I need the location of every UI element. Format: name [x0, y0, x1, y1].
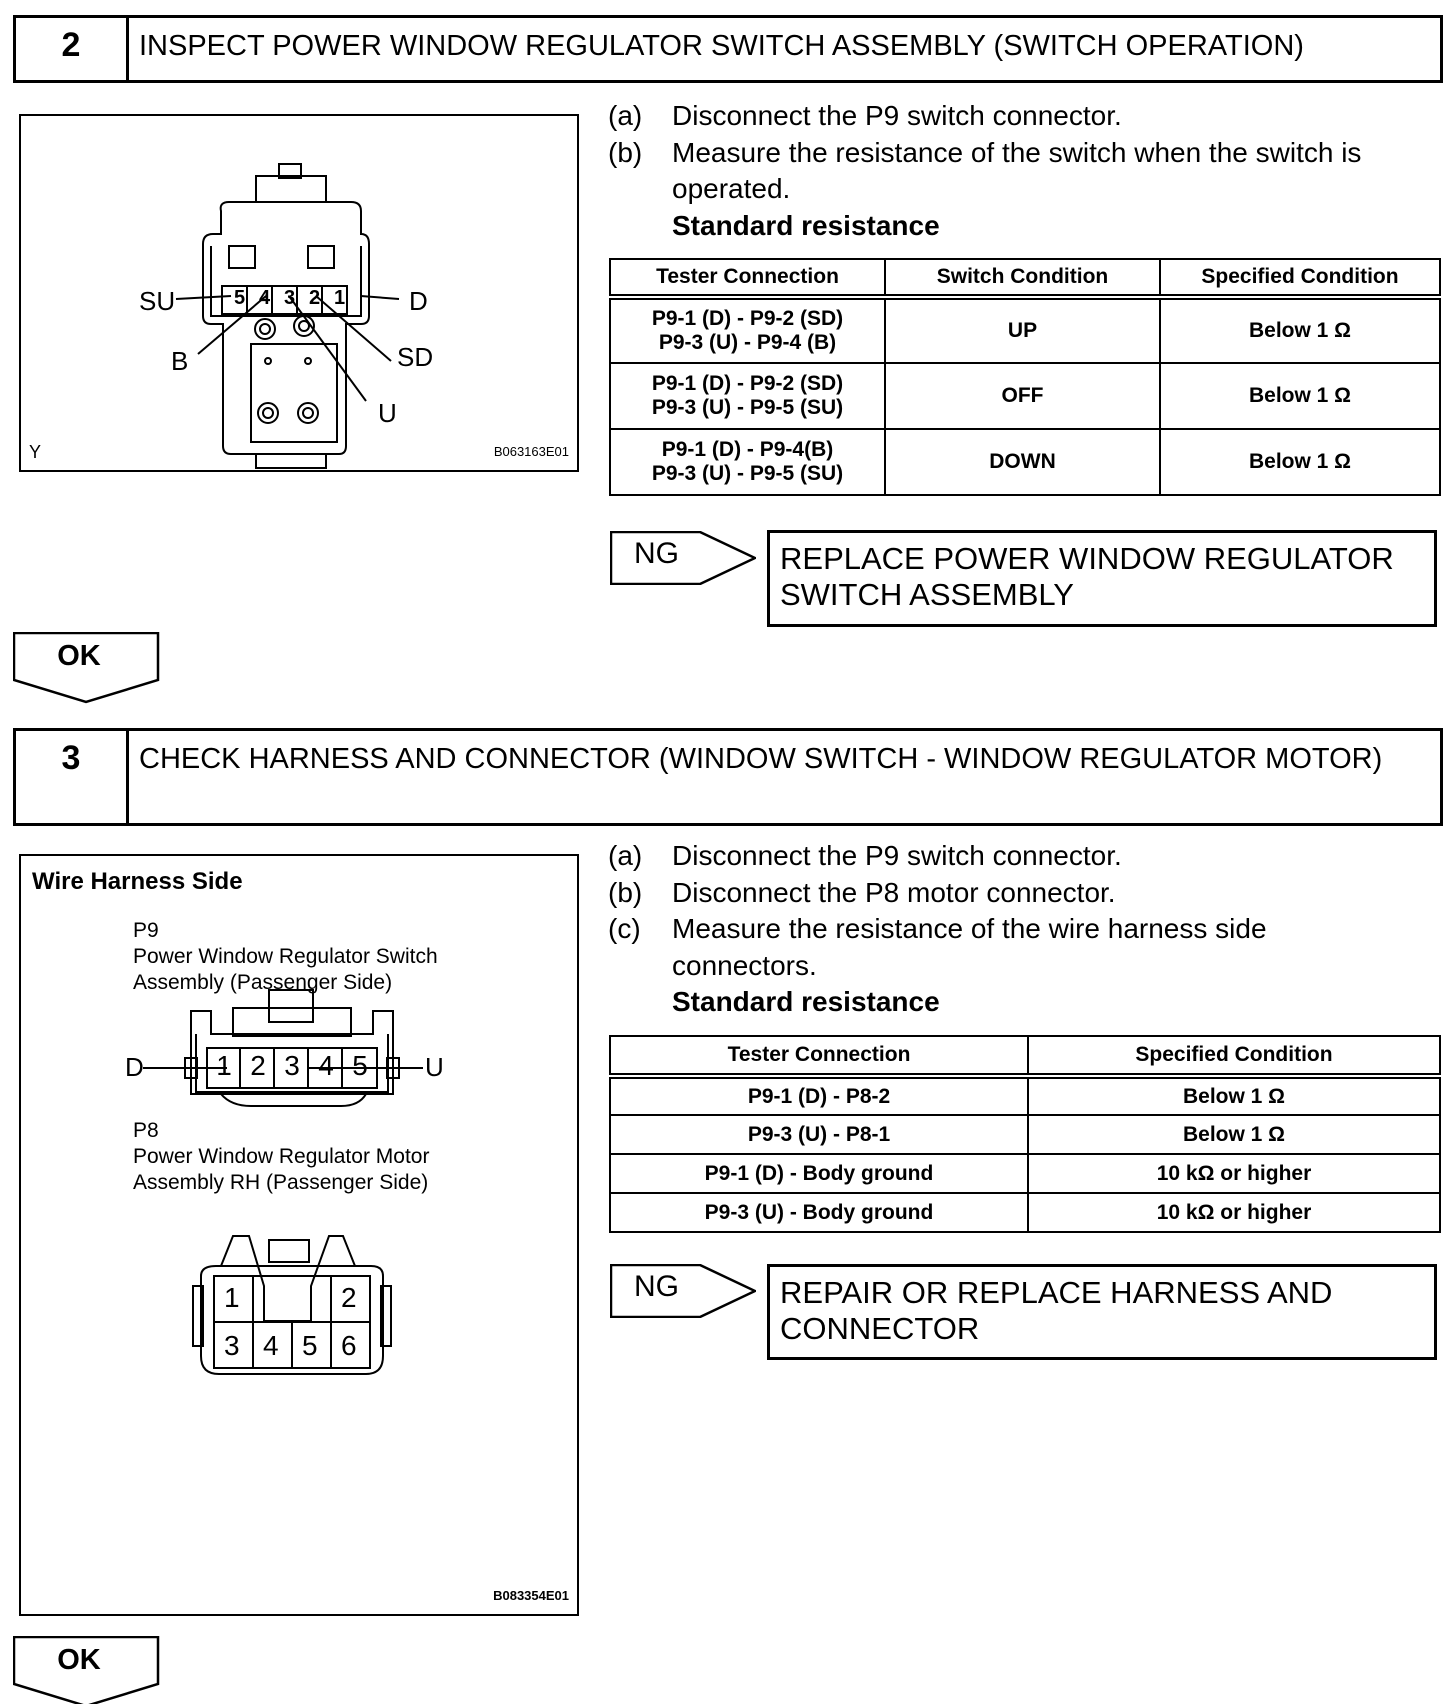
p9-label-u: U: [425, 1052, 444, 1082]
table-header-row: [610, 1036, 1440, 1076]
p9-id: P9: [133, 919, 159, 942]
instruction-label: (b): [608, 876, 643, 908]
column-header: Tester Connection: [610, 1036, 1028, 1076]
column-header: Tester Connection: [610, 259, 885, 297]
tester-connection-cell: P9-1 (D) - Body ground: [610, 1154, 1028, 1193]
step-number: 2: [16, 18, 129, 80]
pin-number: 1: [333, 287, 346, 309]
table-row: [610, 1076, 1440, 1115]
step-2-header: [13, 15, 1443, 83]
ng-action-box: REPAIR OR REPLACE HARNESS AND CONNECTOR: [767, 1264, 1437, 1360]
p9-pin-numbers: [207, 1050, 377, 1082]
connector-drawings: [21, 856, 577, 1614]
pin-number: 6: [341, 1330, 357, 1361]
pin-number: 2: [308, 287, 321, 309]
figure-code: B063163E01: [493, 444, 569, 459]
harness-connector-figure: [19, 854, 579, 1616]
ng-branch-arrow[interactable]: [610, 1264, 756, 1318]
right-arrow-icon: [610, 531, 756, 585]
pin-number: 3: [283, 287, 296, 309]
instruction-label: (a): [608, 840, 643, 871]
ok-branch-arrow[interactable]: [13, 1636, 161, 1704]
harness-resistance-table: [609, 1035, 1441, 1233]
tester-connection-pair: P9-1 (D) - P9-4(B): [661, 438, 834, 461]
figure-code: B083354E01: [493, 1588, 569, 1603]
step-3-instructions: [608, 838, 1448, 1021]
table-row: [610, 429, 1440, 495]
instruction-label: (b): [608, 136, 643, 168]
specified-condition-cell: Below 1 Ω: [1160, 363, 1440, 429]
column-header: Specified Condition: [1028, 1036, 1440, 1076]
figure-corner-mark: Y: [29, 442, 42, 462]
specified-condition-cell: 10 kΩ or higher: [1028, 1154, 1440, 1193]
p8-description: Assembly RH (Passenger Side): [133, 1171, 429, 1194]
label-u: U: [378, 398, 397, 428]
right-arrow-icon: [610, 1264, 756, 1318]
step-3-header: [13, 728, 1443, 826]
pin-number: 1: [224, 1282, 240, 1313]
instruction-text: Disconnect the P8 motor connector.: [672, 876, 1116, 908]
tester-connection-pair: P9-1 (D) - P9-2 (SD): [651, 372, 844, 395]
pin-number: 1: [216, 1050, 232, 1081]
p9-description: Assembly (Passenger Side): [133, 971, 393, 994]
ng-label: NG: [634, 1270, 679, 1303]
pin-number: 5: [233, 287, 246, 309]
pin-number: 4: [263, 1330, 279, 1361]
switch-resistance-table: [609, 258, 1441, 496]
ok-label: OK: [57, 640, 101, 672]
table-row: [610, 1193, 1440, 1232]
instruction: [608, 875, 1448, 912]
p9-description: Power Window Regulator Switch: [133, 945, 438, 968]
table-row: [610, 1115, 1440, 1154]
step-title: CHECK HARNESS AND CONNECTOR (WINDOW SWITCH - WINDOW REGULATOR MOTOR): [139, 743, 1383, 775]
specified-condition-cell: Below 1 Ω: [1160, 429, 1440, 495]
table-row: [610, 297, 1440, 363]
ng-label: NG: [634, 537, 679, 570]
instruction: [608, 911, 1448, 984]
ok-label: OK: [57, 1644, 101, 1676]
standard-heading: Standard resistance: [672, 986, 940, 1017]
instruction: [608, 838, 1448, 875]
p8-caption: [133, 1118, 429, 1196]
pin-numbers: [227, 287, 352, 310]
p8-id: P8: [133, 1119, 159, 1142]
ng-branch-arrow[interactable]: [610, 531, 756, 585]
switch-condition-cell: DOWN: [885, 429, 1160, 495]
tester-connection-cell: [610, 363, 885, 429]
pin-number: 3: [224, 1330, 240, 1361]
instruction-text: Disconnect the P9 switch connector.: [672, 100, 1122, 131]
switch-condition-cell: OFF: [885, 363, 1160, 429]
instruction-text: Disconnect the P9 switch connector.: [672, 840, 1122, 871]
ok-branch-arrow[interactable]: [13, 632, 161, 704]
instruction: [608, 98, 1448, 135]
tester-connection-pair: P9-3 (U) - P9-4 (B): [658, 331, 837, 354]
table-row: [610, 363, 1440, 429]
tester-connection-pair: P9-1 (D) - P9-2 (SD): [651, 307, 844, 330]
instruction-text: Measure the resistance of the wire harness side connectors.: [672, 913, 1267, 981]
tester-connection-cell: [610, 429, 885, 495]
pin-number: 2: [341, 1282, 357, 1313]
instruction-text: Measure the resistance of the switch when the switch is operated.: [672, 136, 1362, 204]
tester-connection-cell: P9-3 (U) - Body ground: [610, 1193, 1028, 1232]
specified-condition-cell: Below 1 Ω: [1028, 1076, 1440, 1115]
step-number: 3: [16, 731, 129, 823]
tester-connection-pair: P9-3 (U) - P9-5 (SU): [651, 462, 844, 485]
switch-condition-cell: UP: [885, 297, 1160, 363]
column-header: Switch Condition: [885, 259, 1160, 297]
step-2-instructions: [608, 98, 1448, 244]
specified-condition-cell: Below 1 Ω: [1028, 1115, 1440, 1154]
pin-number: 3: [284, 1050, 300, 1081]
label-d: D: [409, 286, 428, 316]
column-header: Specified Condition: [1160, 259, 1440, 297]
pin-number: 4: [258, 287, 271, 309]
instruction: [608, 135, 1448, 208]
instruction-label: (a): [608, 100, 643, 131]
figure-heading: Wire Harness Side: [32, 868, 243, 895]
label-b: B: [171, 346, 189, 376]
ng-action-box: REPLACE POWER WINDOW REGULATOR SWITCH ASSEMBLY: [767, 530, 1437, 627]
tester-connection-cell: [610, 297, 885, 363]
specified-condition-cell: Below 1 Ω: [1160, 297, 1440, 363]
label-su: SU: [139, 286, 176, 316]
tester-connection-cell: P9-3 (U) - P8-1: [610, 1115, 1028, 1154]
instruction-label: (c): [608, 913, 641, 944]
p9-label-d: D: [125, 1052, 144, 1082]
pin-number: 4: [318, 1050, 334, 1081]
tester-connection-pair: P9-3 (U) - P9-5 (SU): [651, 396, 844, 419]
label-sd: SD: [397, 342, 434, 372]
table-header-row: [610, 259, 1440, 297]
standard-heading: Standard resistance: [672, 209, 940, 241]
pin-number: 2: [250, 1050, 266, 1081]
table-row: [610, 1154, 1440, 1193]
p8-description: Power Window Regulator Motor: [133, 1145, 430, 1168]
pin-number: 5: [302, 1330, 318, 1361]
switch-connector-figure: [19, 114, 579, 472]
pin-number: 5: [352, 1050, 368, 1081]
step-title: INSPECT POWER WINDOW REGULATOR SWITCH ASSEMBLY (SWITCH OPERATION): [139, 30, 1304, 62]
tester-connection-cell: P9-1 (D) - P8-2: [610, 1076, 1028, 1115]
specified-condition-cell: 10 kΩ or higher: [1028, 1193, 1440, 1232]
